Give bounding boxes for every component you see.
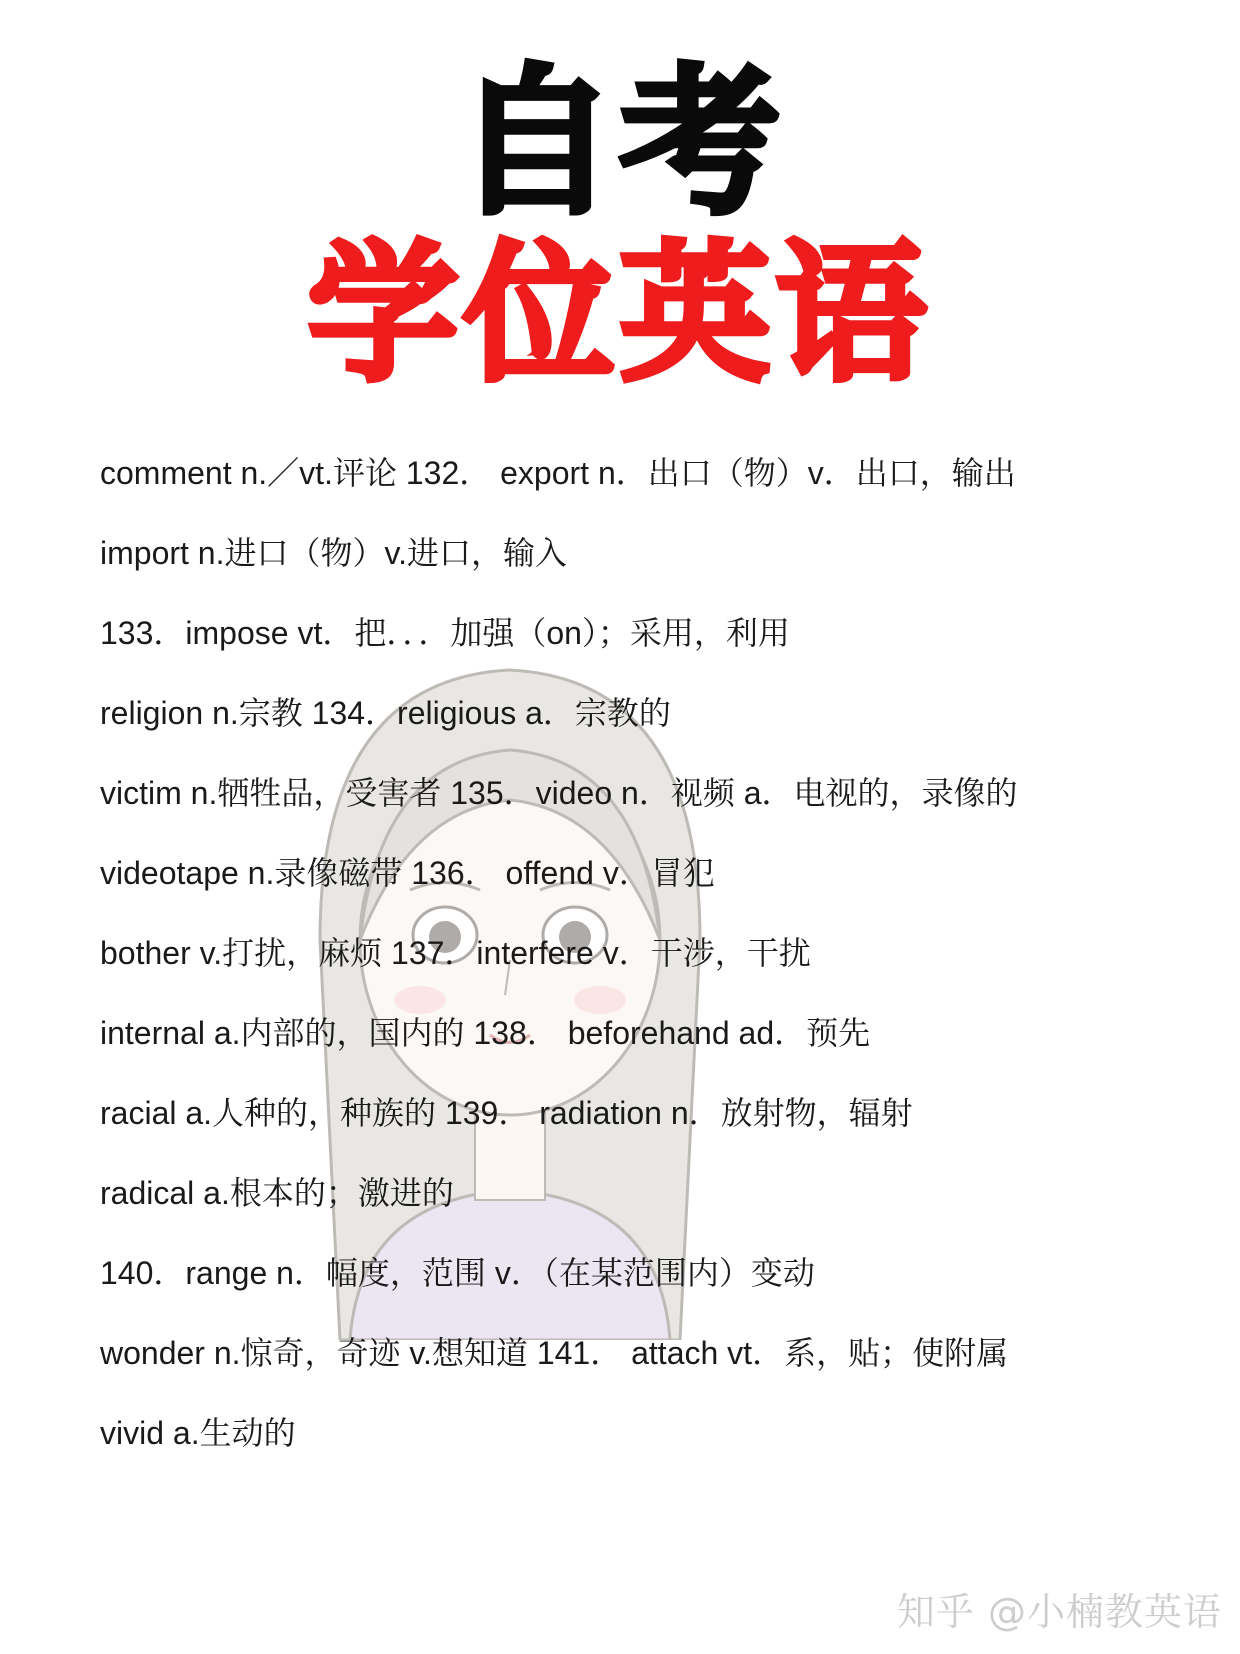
zhihu-watermark: 知乎 @小楠教英语 — [896, 1590, 1222, 1634]
title-line-2: 学位英语 — [307, 228, 932, 402]
vocab-line: radical a.根本的；激进的 — [100, 1175, 454, 1211]
vocab-line: internal a.内部的，国内的 138． beforehand ad．预先 — [100, 1015, 871, 1051]
vocab-line: vivid a.生动的 — [100, 1415, 296, 1451]
vocab-line: 133．impose vt．把．．．加强（on）；采用，利用 — [100, 615, 790, 651]
vocab-line: bother v.打扰，麻烦 137．interfere v．干涉，干扰 — [100, 935, 811, 971]
title-line-1: 自考 — [455, 49, 784, 236]
vocab-line: import n.进口（物）v.进口，输入 — [100, 535, 568, 571]
vocab-line: racial a.人种的，种族的 139． radiation n．放射物，辐射 — [100, 1095, 913, 1131]
vocab-line: wonder n.惊奇，奇迹 v.想知道 141． attach vt．系，贴；使附属 — [100, 1335, 1009, 1371]
vocab-line: comment n.／vt.评论 132． export n．出口（物）v．出口，输出 — [100, 455, 1016, 491]
vocab-line: videotape n.录像磁带 136． offend v．冒犯 — [100, 855, 715, 891]
vocab-line: religion n.宗教 134．religious a．宗教的 — [100, 695, 671, 731]
vocab-line: 140．range n．幅度，范围 v．（在某范围内）变动 — [100, 1255, 815, 1291]
title-block — [0, 49, 1240, 402]
vocabulary-list — [100, 448, 1160, 1488]
vocab-line: victim n.牺牲品，受害者 135．video n．视频 a．电视的，录像的 — [100, 775, 1018, 811]
